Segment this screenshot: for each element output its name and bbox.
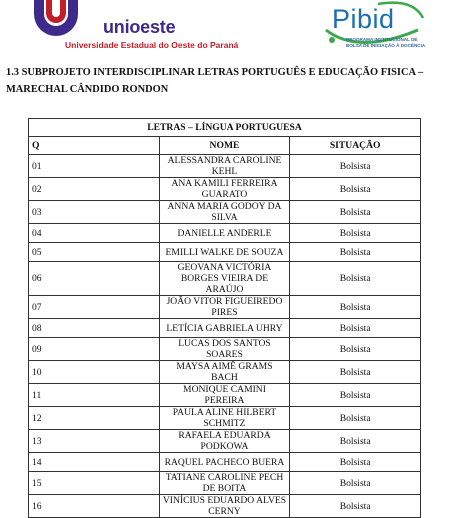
column-header-situacao: SITUAÇÃO xyxy=(290,137,421,155)
table-title: LETRAS – LÍNGUA PORTUGUESA xyxy=(29,119,421,137)
row-number: 12 xyxy=(29,407,160,430)
row-number: 15 xyxy=(29,472,160,495)
row-name: LETÍCIA GABRIELA UHRY xyxy=(159,319,290,338)
row-name: RAQUEL PACHECO BUERA xyxy=(159,453,290,472)
unioeste-subtitle: Universidade Estadual do Oeste do Paraná xyxy=(65,40,239,50)
row-status: Bolsista xyxy=(290,319,421,338)
table-row xyxy=(29,495,421,518)
row-number: 11 xyxy=(29,384,160,407)
row-name: VINÍCIUS EDUARDO ALVES CERNY xyxy=(159,495,290,518)
table-row xyxy=(29,453,421,472)
row-name: EMILLI WALKE DE SOUZA xyxy=(159,243,290,262)
row-status: Bolsista xyxy=(290,338,421,361)
row-status: Bolsista xyxy=(290,407,421,430)
pibid-logo xyxy=(318,0,428,55)
column-header-nome: NOME xyxy=(159,137,290,155)
unioeste-logo xyxy=(28,0,239,52)
row-number: 02 xyxy=(29,178,160,201)
table-row xyxy=(29,262,421,296)
table-row xyxy=(29,155,421,178)
column-header-q: Q xyxy=(29,137,160,155)
row-number: 04 xyxy=(29,224,160,243)
row-number: 01 xyxy=(29,155,160,178)
row-status: Bolsista xyxy=(290,243,421,262)
row-number: 13 xyxy=(29,430,160,453)
row-status: Bolsista xyxy=(290,472,421,495)
row-status: Bolsista xyxy=(290,178,421,201)
row-name: DANIELLE ANDERLE xyxy=(159,224,290,243)
row-status: Bolsista xyxy=(290,495,421,518)
row-name: ALESSANDRA CAROLINE KEHL xyxy=(159,155,290,178)
row-status: Bolsista xyxy=(290,201,421,224)
table-row xyxy=(29,201,421,224)
row-number: 14 xyxy=(29,453,160,472)
table-row xyxy=(29,338,421,361)
table-row xyxy=(29,430,421,453)
row-number: 03 xyxy=(29,201,160,224)
row-status: Bolsista xyxy=(290,453,421,472)
section-heading-line-2: MARECHAL CÂNDIDO RONDON xyxy=(6,84,169,95)
table-row xyxy=(29,178,421,201)
table-row xyxy=(29,319,421,338)
row-name: MAYSA AIMÊ GRAMS BACH xyxy=(159,361,290,384)
row-name: GEOVANA VICTÓRIA BORGES VIEIRA DE ARAÚJO xyxy=(159,262,290,296)
row-status: Bolsista xyxy=(290,430,421,453)
row-status: Bolsista xyxy=(290,361,421,384)
row-number: 05 xyxy=(29,243,160,262)
unioeste-emblem-icon xyxy=(28,0,98,40)
row-number: 08 xyxy=(29,319,160,338)
table-row xyxy=(29,224,421,243)
row-number: 16 xyxy=(29,495,160,518)
row-name: ANNA MARIA GODOY DA SILVA xyxy=(159,201,290,224)
table-title-row xyxy=(29,119,421,137)
row-number: 10 xyxy=(29,361,160,384)
table-row xyxy=(29,384,421,407)
page-header xyxy=(0,0,455,60)
row-status: Bolsista xyxy=(290,155,421,178)
table-row xyxy=(29,296,421,319)
row-number: 06 xyxy=(29,262,160,296)
table-row xyxy=(29,472,421,495)
table-header-row xyxy=(29,137,421,155)
row-name: PAULA ALINE HILBERT SCHMITZ xyxy=(159,407,290,430)
row-status: Bolsista xyxy=(290,262,421,296)
pibid-subtitle: PROGRAMA INSTITUCIONAL DE BOLSA DE INICIAÇÃO À DOCÊNCIA xyxy=(346,37,426,48)
section-heading xyxy=(6,64,451,98)
row-name: RAFAELA EDUARDA PODKOWA xyxy=(159,430,290,453)
table-row xyxy=(29,407,421,430)
table-row xyxy=(29,361,421,384)
row-name: LUCAS DOS SANTOS SOARES xyxy=(159,338,290,361)
section-heading-line-1: 1.3 SUBPROJETO INTERDISCIPLINAR LETRAS PORTUGUÊS E EDUCAÇÃO FISICA – xyxy=(6,67,424,78)
row-name: TATIANE CAROLINE PECH DE BOITA xyxy=(159,472,290,495)
table-row xyxy=(29,243,421,262)
students-table xyxy=(28,118,421,518)
row-name: JOÃO VITOR FIGUEIREDO PIRES xyxy=(159,296,290,319)
pibid-name: Pibid xyxy=(332,4,395,34)
row-name: ANA KAMILI FERREIRA GUARATO xyxy=(159,178,290,201)
row-status: Bolsista xyxy=(290,224,421,243)
row-number: 07 xyxy=(29,296,160,319)
unioeste-name: unioeste xyxy=(103,17,176,37)
row-status: Bolsista xyxy=(290,296,421,319)
row-status: Bolsista xyxy=(290,384,421,407)
row-number: 09 xyxy=(29,338,160,361)
row-name: MONIQUE CAMINI PEREIRA xyxy=(159,384,290,407)
